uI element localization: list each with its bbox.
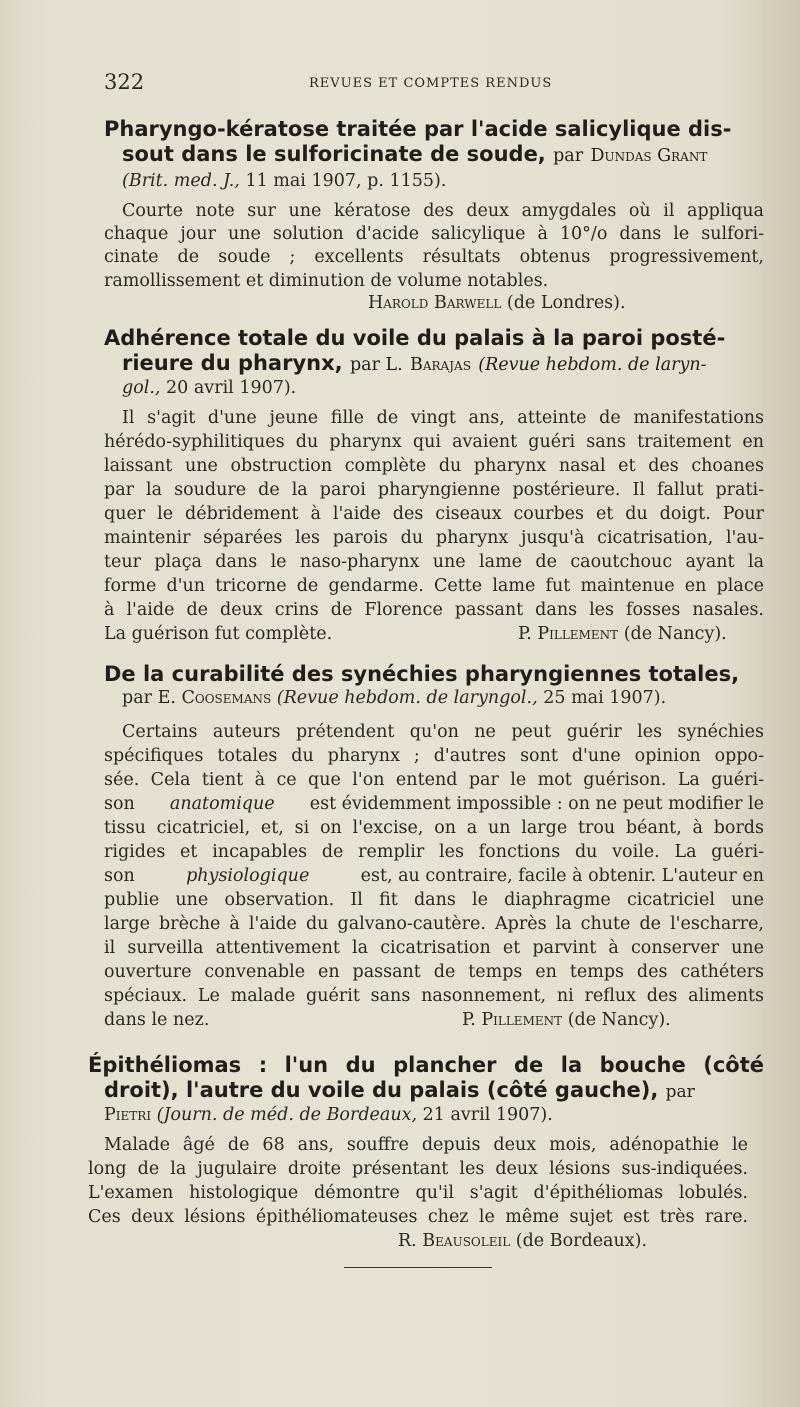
- article-2-body-line: quer le débridement à l'aide des ciseaux courbes et du doigt. Pour: [104, 504, 764, 524]
- article-4-title-line-2: [104, 1078, 695, 1105]
- article-3-word: son: [104, 794, 135, 814]
- article-3-body-line: il surveilla attentivement la cicatrisation et parvint à conserver une: [104, 938, 764, 958]
- article-4-citation-rest: 21 avril 1907).: [422, 1105, 553, 1125]
- article-3-body-line: dans le nez.: [104, 1010, 210, 1030]
- article-1-reviewer-line: [368, 292, 626, 314]
- article-2-citation: [122, 377, 296, 399]
- article-3-body-line: [104, 793, 764, 815]
- article-4-body-line: Malade âgé de 68 ans, souffre depuis deux mois, adénopathie le: [104, 1135, 748, 1155]
- article-3-body-line: spécifiques totales du pharynx ; d'autres sont d'une opinion oppo-: [104, 746, 764, 766]
- page-header: [104, 70, 764, 96]
- article-2-body-line: par la soudure de la paroi pharyngienne postérieure. Il fallut prati-: [104, 480, 764, 500]
- article-4-by: par: [665, 1082, 695, 1102]
- article-2-by: par L.: [349, 355, 403, 375]
- article-1-title-line-1: Pharyngo-kératose traitée par l'acide salicylique dis-: [104, 117, 732, 141]
- article-3-body-line: tissu cicatriciel, et, si on l'excise, on a un large trou béant, à bords: [104, 818, 764, 838]
- article-2-title-line-1: Adhérence totale du voile du palais à la paroi posté-: [104, 326, 726, 350]
- article-4-citation: [104, 1104, 553, 1126]
- article-1-body-line: cinate de soude ; excellents résultats obtenus progressivement,: [104, 247, 764, 267]
- article-2-body-line: à l'aide de deux crins de Florence passant dans les fosses nasales.: [104, 600, 764, 620]
- article-4-reviewer-line: [398, 1230, 647, 1252]
- article-3-body-line: large brèche à l'aide du galvano-cautère. Après la chute de l'escharre,: [104, 914, 764, 934]
- article-3-text: est évidemment impossible : on ne peut modifier le: [309, 794, 764, 814]
- article-2-journal: (Revue hebdom. de laryn-: [478, 355, 707, 375]
- article-1-title-text: sout dans le sulforicinate de soude,: [122, 142, 546, 166]
- article-1-body-line: chaque jour une solution d'acide salicylique à 10°/o dans le sulfori-: [104, 224, 764, 244]
- article-1-body-line: Courte note sur une kératose des deux amygdales où il appliqua: [122, 201, 764, 221]
- article-4-reviewer: R. Beausoleil: [398, 1231, 511, 1251]
- article-3-body-line: ouverture convenable en passant de temps en temps des cathéters: [104, 962, 764, 982]
- article-3-reviewer-line: [462, 1009, 671, 1031]
- article-1-citation-rest: 11 mai 1907, p. 1155).: [245, 171, 447, 191]
- article-4-journal: (Journ. de méd. de Bordeaux,: [156, 1105, 418, 1125]
- article-3-citation-rest: 25 mai 1907).: [543, 688, 667, 708]
- article-2-reviewer-line: [518, 623, 727, 645]
- article-2-title-line-2: [122, 351, 707, 378]
- article-3-body-line: spéciaux. Le malade guérit sans nasonnement, ni reflux des aliments: [104, 986, 764, 1006]
- article-2-body-line: La guérison fut complète.: [104, 624, 333, 644]
- article-3-body-line: Certains auteurs prétendent qu'on ne peut guérir les synéchies: [122, 722, 764, 742]
- article-3-body-line: sée. Cela tient à ce que l'on entend par le mot guérison. La guéri-: [104, 770, 764, 790]
- article-4-body-line: Ces deux lésions épithéliomateuses chez le même sujet est très rare.: [88, 1207, 748, 1227]
- article-3-citation: [122, 687, 666, 709]
- article-3-by: par E.: [122, 688, 176, 708]
- article-2-title-text: rieure du pharynx,: [122, 351, 343, 375]
- article-1-citation: [122, 170, 446, 192]
- article-4-title-text: droit), l'autre du voile du palais (côté gauche),: [104, 1078, 659, 1102]
- article-3-text: est, au contraire, facile à obtenir. L'auteur en: [360, 866, 764, 886]
- article-3-reviewer: P. Pillement: [462, 1010, 563, 1030]
- article-2-body-line: Il s'agit d'une jeune fille de vingt ans, atteinte de manifestations: [122, 408, 764, 428]
- article-3-word: son: [104, 866, 135, 886]
- article-4-author: Pietri: [104, 1105, 152, 1125]
- article-2-reviewer: P. Pillement: [518, 624, 619, 644]
- running-title: REVUES ET COMPTES RENDUS: [309, 76, 553, 91]
- article-3-body-line: rigides et incapables de remplir les fonctions du voile. La guéri-: [104, 842, 764, 862]
- article-4-reviewer-place: (de Bordeaux).: [515, 1231, 648, 1251]
- article-3-body-line: publie une observation. Il fit dans le diaphragme cicatriciel une: [104, 890, 764, 910]
- article-3-title-line-1: De la curabilité des synéchies pharyngiennes totales,: [104, 662, 740, 686]
- article-2-body-line: laissant une obstruction complète du pharynx nasal et des choanes: [104, 456, 764, 476]
- article-1-by: par: [553, 146, 584, 166]
- article-2-journal-cont: gol.,: [122, 378, 161, 398]
- article-4-body-line: L'examen histologique démontre qu'il s'agit d'épithéliomas lobulés.: [88, 1183, 748, 1203]
- article-3-body-line: [104, 865, 764, 887]
- article-1-title-line-2: [122, 142, 707, 169]
- article-1-journal: (Brit. med. J.,: [122, 171, 240, 191]
- article-2-body-line: hérédo-syphilitiques du pharynx qui avaient guéri sans traitement en: [104, 432, 764, 452]
- article-3-journal: (Revue hebdom. de laryngol.,: [276, 688, 538, 708]
- article-2-body-line: forme d'un tricorne de gendarme. Cette lame fut maintenue en place: [104, 576, 764, 596]
- article-1-reviewer-place: (de Londres).: [506, 293, 626, 313]
- page-number: 322: [104, 70, 145, 94]
- article-3-author: Coosemans: [181, 688, 272, 708]
- end-rule: [344, 1267, 492, 1268]
- article-2-reviewer-place: (de Nancy).: [623, 624, 727, 644]
- article-3-emphasis: anatomique: [169, 794, 275, 814]
- article-1-reviewer: Harold Barwell: [368, 293, 502, 313]
- article-2-body-line: teur plaça dans le naso-pharynx une lame de caoutchouc ayant la: [104, 552, 764, 572]
- article-4-body-line: long de la jugulaire droite présentant les deux lésions sus-indiquées.: [88, 1159, 748, 1179]
- article-2-body-line: maintenir séparées les parois du pharynx jusqu'à cicatrisation, l'au-: [104, 528, 764, 548]
- article-3-reviewer-place: (de Nancy).: [567, 1010, 671, 1030]
- article-1-author: Dundas Grant: [590, 146, 708, 166]
- article-1-body-line: ramollissement et diminution de volume notables.: [104, 271, 549, 291]
- article-4-title-line-1: Épithéliomas : l'un du plancher de la bouche (côté: [88, 1053, 764, 1077]
- article-2-author: Barajas: [410, 355, 471, 375]
- article-3-emphasis: physiologique: [186, 866, 310, 886]
- article-2-citation-rest: 20 avril 1907).: [166, 378, 297, 398]
